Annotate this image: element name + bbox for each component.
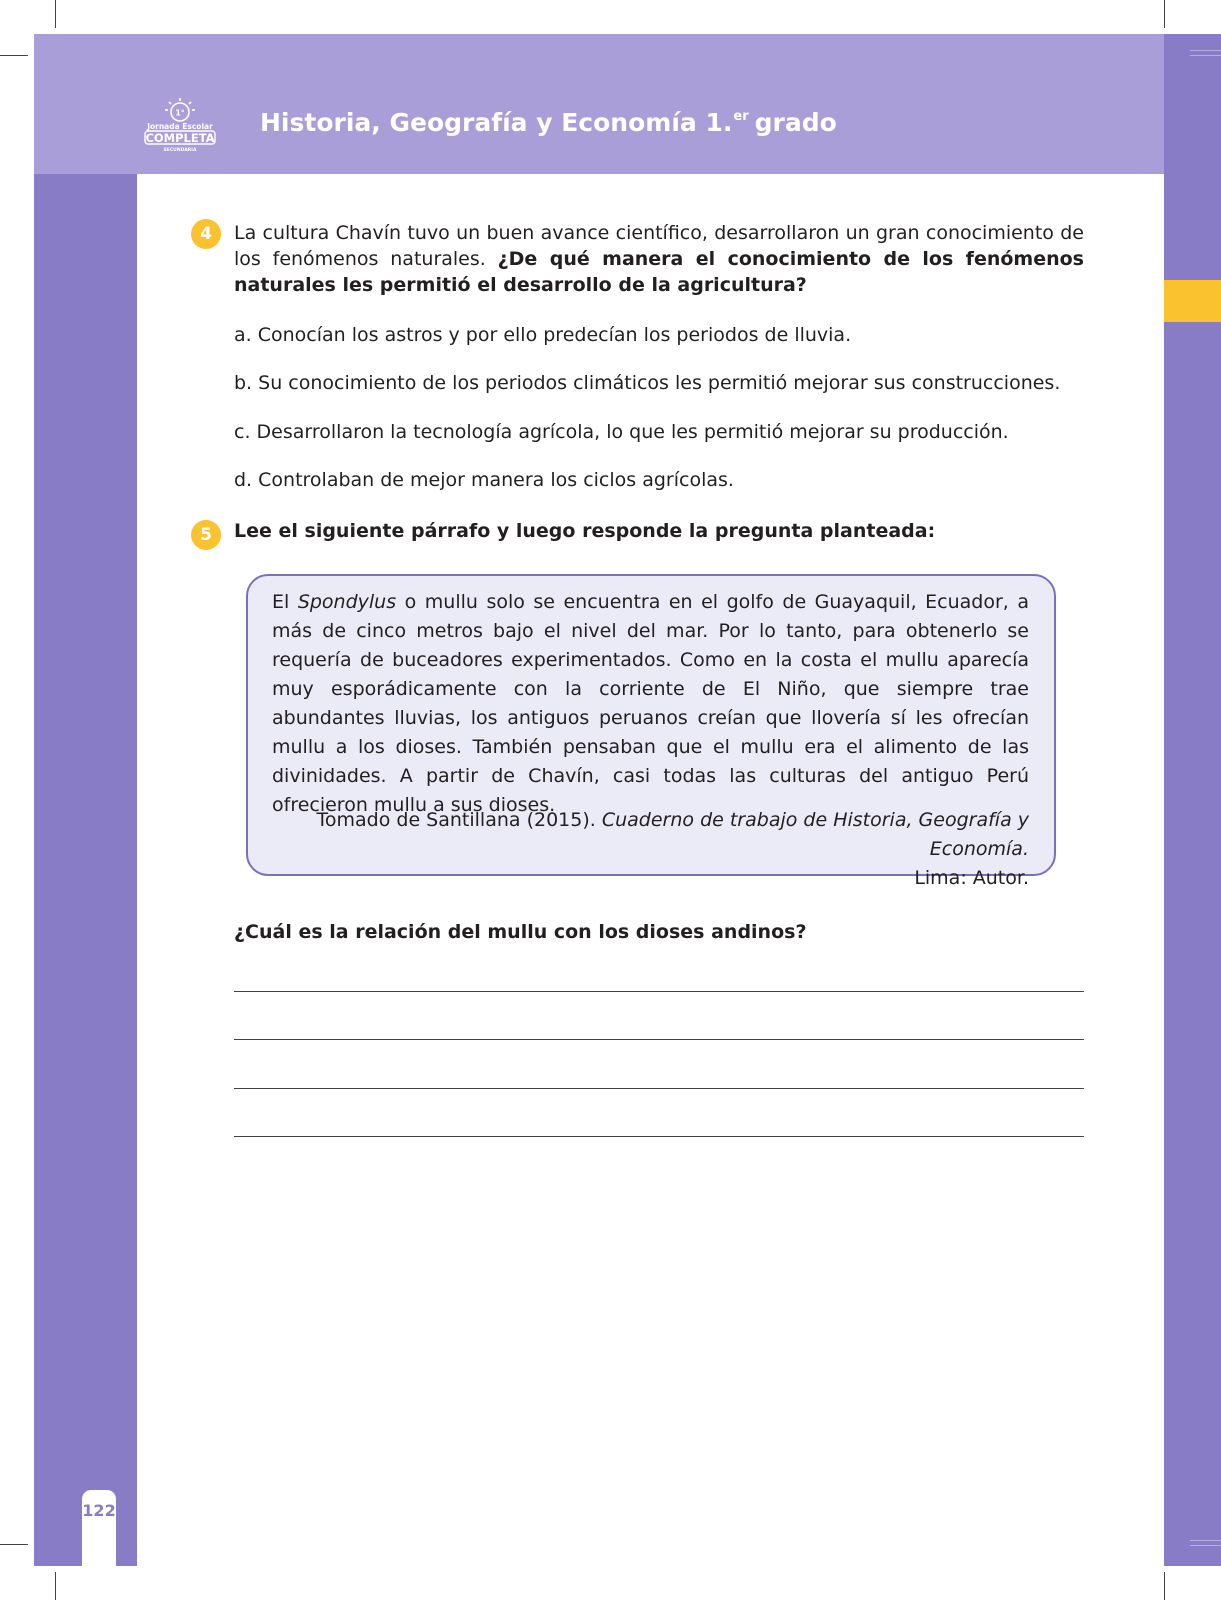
crop-mark bbox=[1164, 1572, 1165, 1600]
jornada-escolar-logo bbox=[140, 96, 220, 156]
question-5-instruction: Lee el siguiente párrafo y luego responde la pregunta planteada: bbox=[234, 520, 936, 542]
option-a: a. Conocían los astros y por ello predecían los periodos de lluvia. bbox=[234, 324, 852, 346]
question-4-intro: La cultura Chavín tuvo un buen avance científico, desarrollaron un gran conocimiento de los fenómenos naturales. bbox=[234, 222, 1084, 270]
svg-text:1°: 1° bbox=[175, 108, 185, 118]
svg-text:Jornada Escolar: Jornada Escolar bbox=[147, 122, 213, 131]
left-margin-band bbox=[34, 174, 137, 1566]
right-margin-band bbox=[1164, 34, 1221, 1566]
header-title-superscript: er bbox=[733, 109, 749, 124]
option-b: b. Su conocimiento de los periodos climáticos les permitió mejorar sus construcciones. bbox=[234, 372, 1061, 394]
citation-publisher: Lima: Autor. bbox=[914, 867, 1029, 889]
crop-mark bbox=[1164, 0, 1165, 28]
band-rule bbox=[1190, 50, 1221, 56]
question-number-5: 5 bbox=[191, 520, 221, 550]
passage-species-name: Spondylus bbox=[297, 591, 397, 613]
header-title-main: Historia, Geografía y Economía 1. bbox=[260, 108, 733, 137]
answer-line[interactable] bbox=[234, 1136, 1084, 1137]
answer-line[interactable] bbox=[234, 1088, 1084, 1089]
crop-mark bbox=[55, 1572, 56, 1600]
page-number: 122 bbox=[82, 1501, 116, 1520]
question-number-4: 4 bbox=[191, 219, 221, 249]
band-rule bbox=[1190, 1540, 1221, 1546]
passage-citation bbox=[272, 806, 1029, 893]
svg-text:SECUNDARIA: SECUNDARIA bbox=[163, 148, 197, 153]
reading-passage bbox=[272, 588, 1029, 820]
question-4-text bbox=[234, 220, 1084, 298]
option-c: c. Desarrollaron la tecnología agrícola, lo que les permitió mejorar su producción. bbox=[234, 421, 1009, 443]
header-title-end: grado bbox=[754, 108, 837, 137]
chapter-tab bbox=[1164, 280, 1221, 322]
crop-mark bbox=[0, 55, 28, 56]
answer-line[interactable] bbox=[234, 1039, 1084, 1040]
crop-mark bbox=[0, 1544, 28, 1545]
passage-start: El bbox=[272, 591, 298, 613]
answer-line[interactable] bbox=[234, 991, 1084, 992]
question-4-prompt: ¿De qué manera el conocimiento de los fenómenos naturales les permitió el desarrollo de la agricultura? bbox=[234, 248, 1084, 296]
question-5-prompt: ¿Cuál es la relación del mullu con los dioses andinos? bbox=[234, 921, 807, 943]
citation-author: Tomado de Santillana (2015). bbox=[316, 809, 602, 831]
svg-text:COMPLETA: COMPLETA bbox=[145, 131, 215, 145]
crop-mark bbox=[55, 0, 56, 28]
passage-body: o mullu solo se encuentra en el golfo de Guayaquil, Ecuador, a más de cinco metros bajo el nivel del mar. Por lo tanto, para obtenerlo se requería de buceadores experimentados. Como en la costa el mullu aparecía muy esporádicamente con la corriente de El Niño, que siempre trae abundantes lluvias, los antiguos peruanos creían que llovería sí les ofrecían mullu a los dioses. También pensaban que el mullu era el alimento de las divinidades. A partir de Chavín, casi todas las culturas del antiguo Perú ofrecieron mullu a sus dioses. bbox=[272, 591, 1029, 816]
citation-title: Cuaderno de trabajo de Historia, Geografía y Economía. bbox=[601, 809, 1029, 860]
page-header-title bbox=[260, 108, 837, 137]
option-d: d. Controlaban de mejor manera los ciclos agrícolas. bbox=[234, 469, 734, 491]
